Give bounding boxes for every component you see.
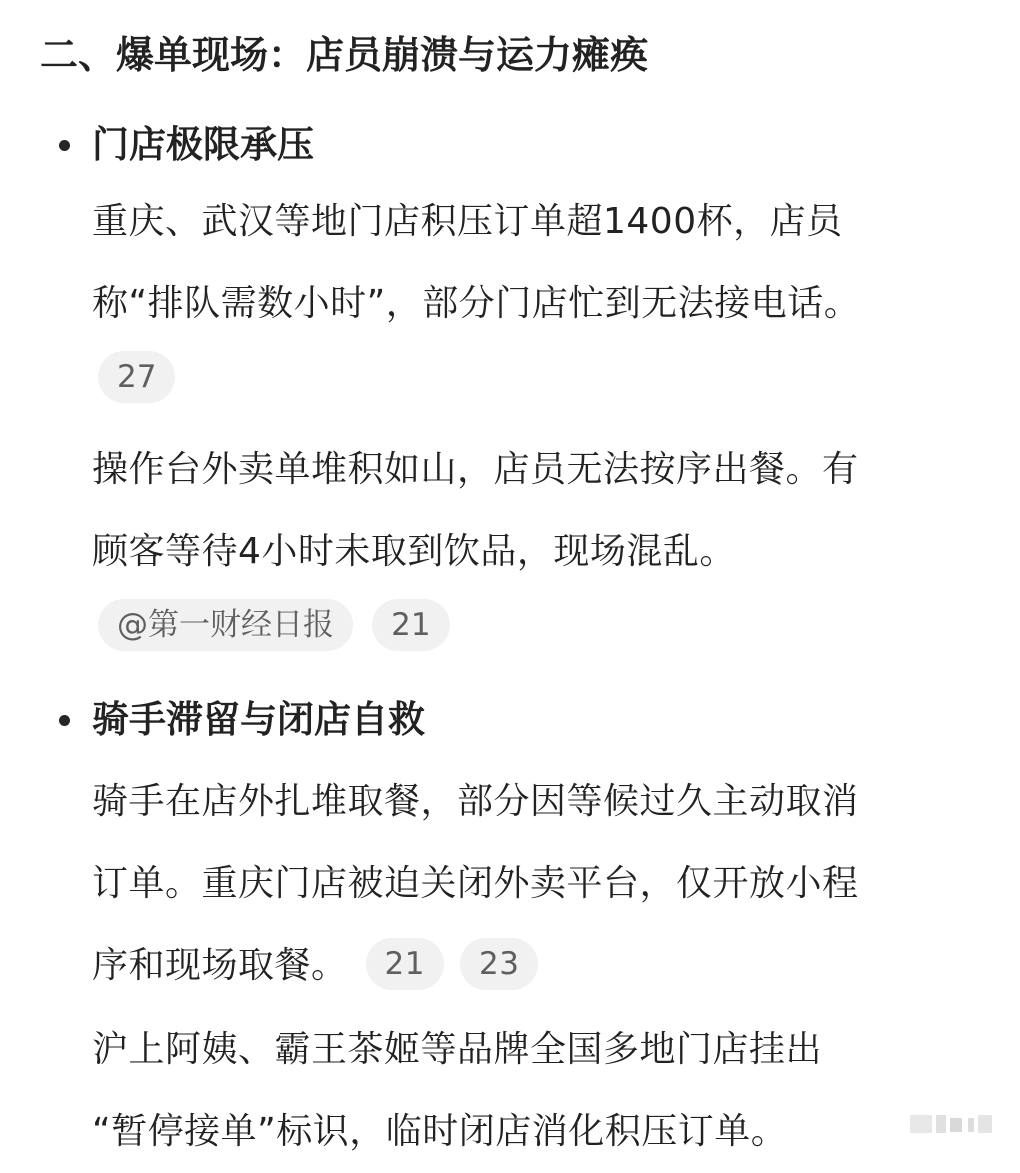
paragraph-line [92,925,992,1007]
item-paragraph [92,429,992,593]
paragraph-line: 沪上阿姨、霸王茶姬等品牌全国多地门店挂出 [92,1029,823,1070]
paragraph-line: 骑手在店外扎堆取餐，部分因等候过久主动取消 [92,781,859,822]
citation-chip[interactable]: 27 [98,351,175,403]
item-heading: 骑手滞留与闭店自救 [92,698,425,741]
paragraph-line: “暂停接单”标识，临时闭店消化积压订单。 [92,1111,788,1152]
section-title: 二、爆单现场：店员崩溃与运力瘫痪 [40,33,649,77]
citation-row [98,351,189,403]
item-paragraph [92,1009,992,1173]
watermark-icon [850,1109,1000,1139]
source-chip[interactable]: @第一财经日报 [98,599,353,651]
paragraph-line: 重庆、武汉等地门店积压订单超1400杯，店员 [92,201,843,242]
bullet-dot-icon [59,140,70,151]
paragraph-line-text: 序和现场取餐。 [92,945,348,986]
item-heading: 门店极限承压 [92,123,314,166]
item-paragraph [92,181,992,345]
citation-row [366,922,555,1004]
citation-chip[interactable]: 21 [366,938,444,990]
paragraph-line: 顾客等待4小时未取到饮品，现场混乱。 [92,531,736,572]
citation-chip[interactable]: 23 [460,938,538,990]
citation-chip[interactable]: 21 [372,599,449,651]
bullet-dot-icon [59,715,70,726]
paragraph-line: 称“排队需数小时”，部分门店忙到无法接电话。 [92,283,861,324]
citation-row [98,599,464,651]
paragraph-line: 订单。重庆门店被迫关闭外卖平台，仅开放小程 [92,863,859,904]
paragraph-line: 操作台外卖单堆积如山，店员无法按序出餐。有 [92,449,859,490]
item-paragraph [92,761,992,1007]
